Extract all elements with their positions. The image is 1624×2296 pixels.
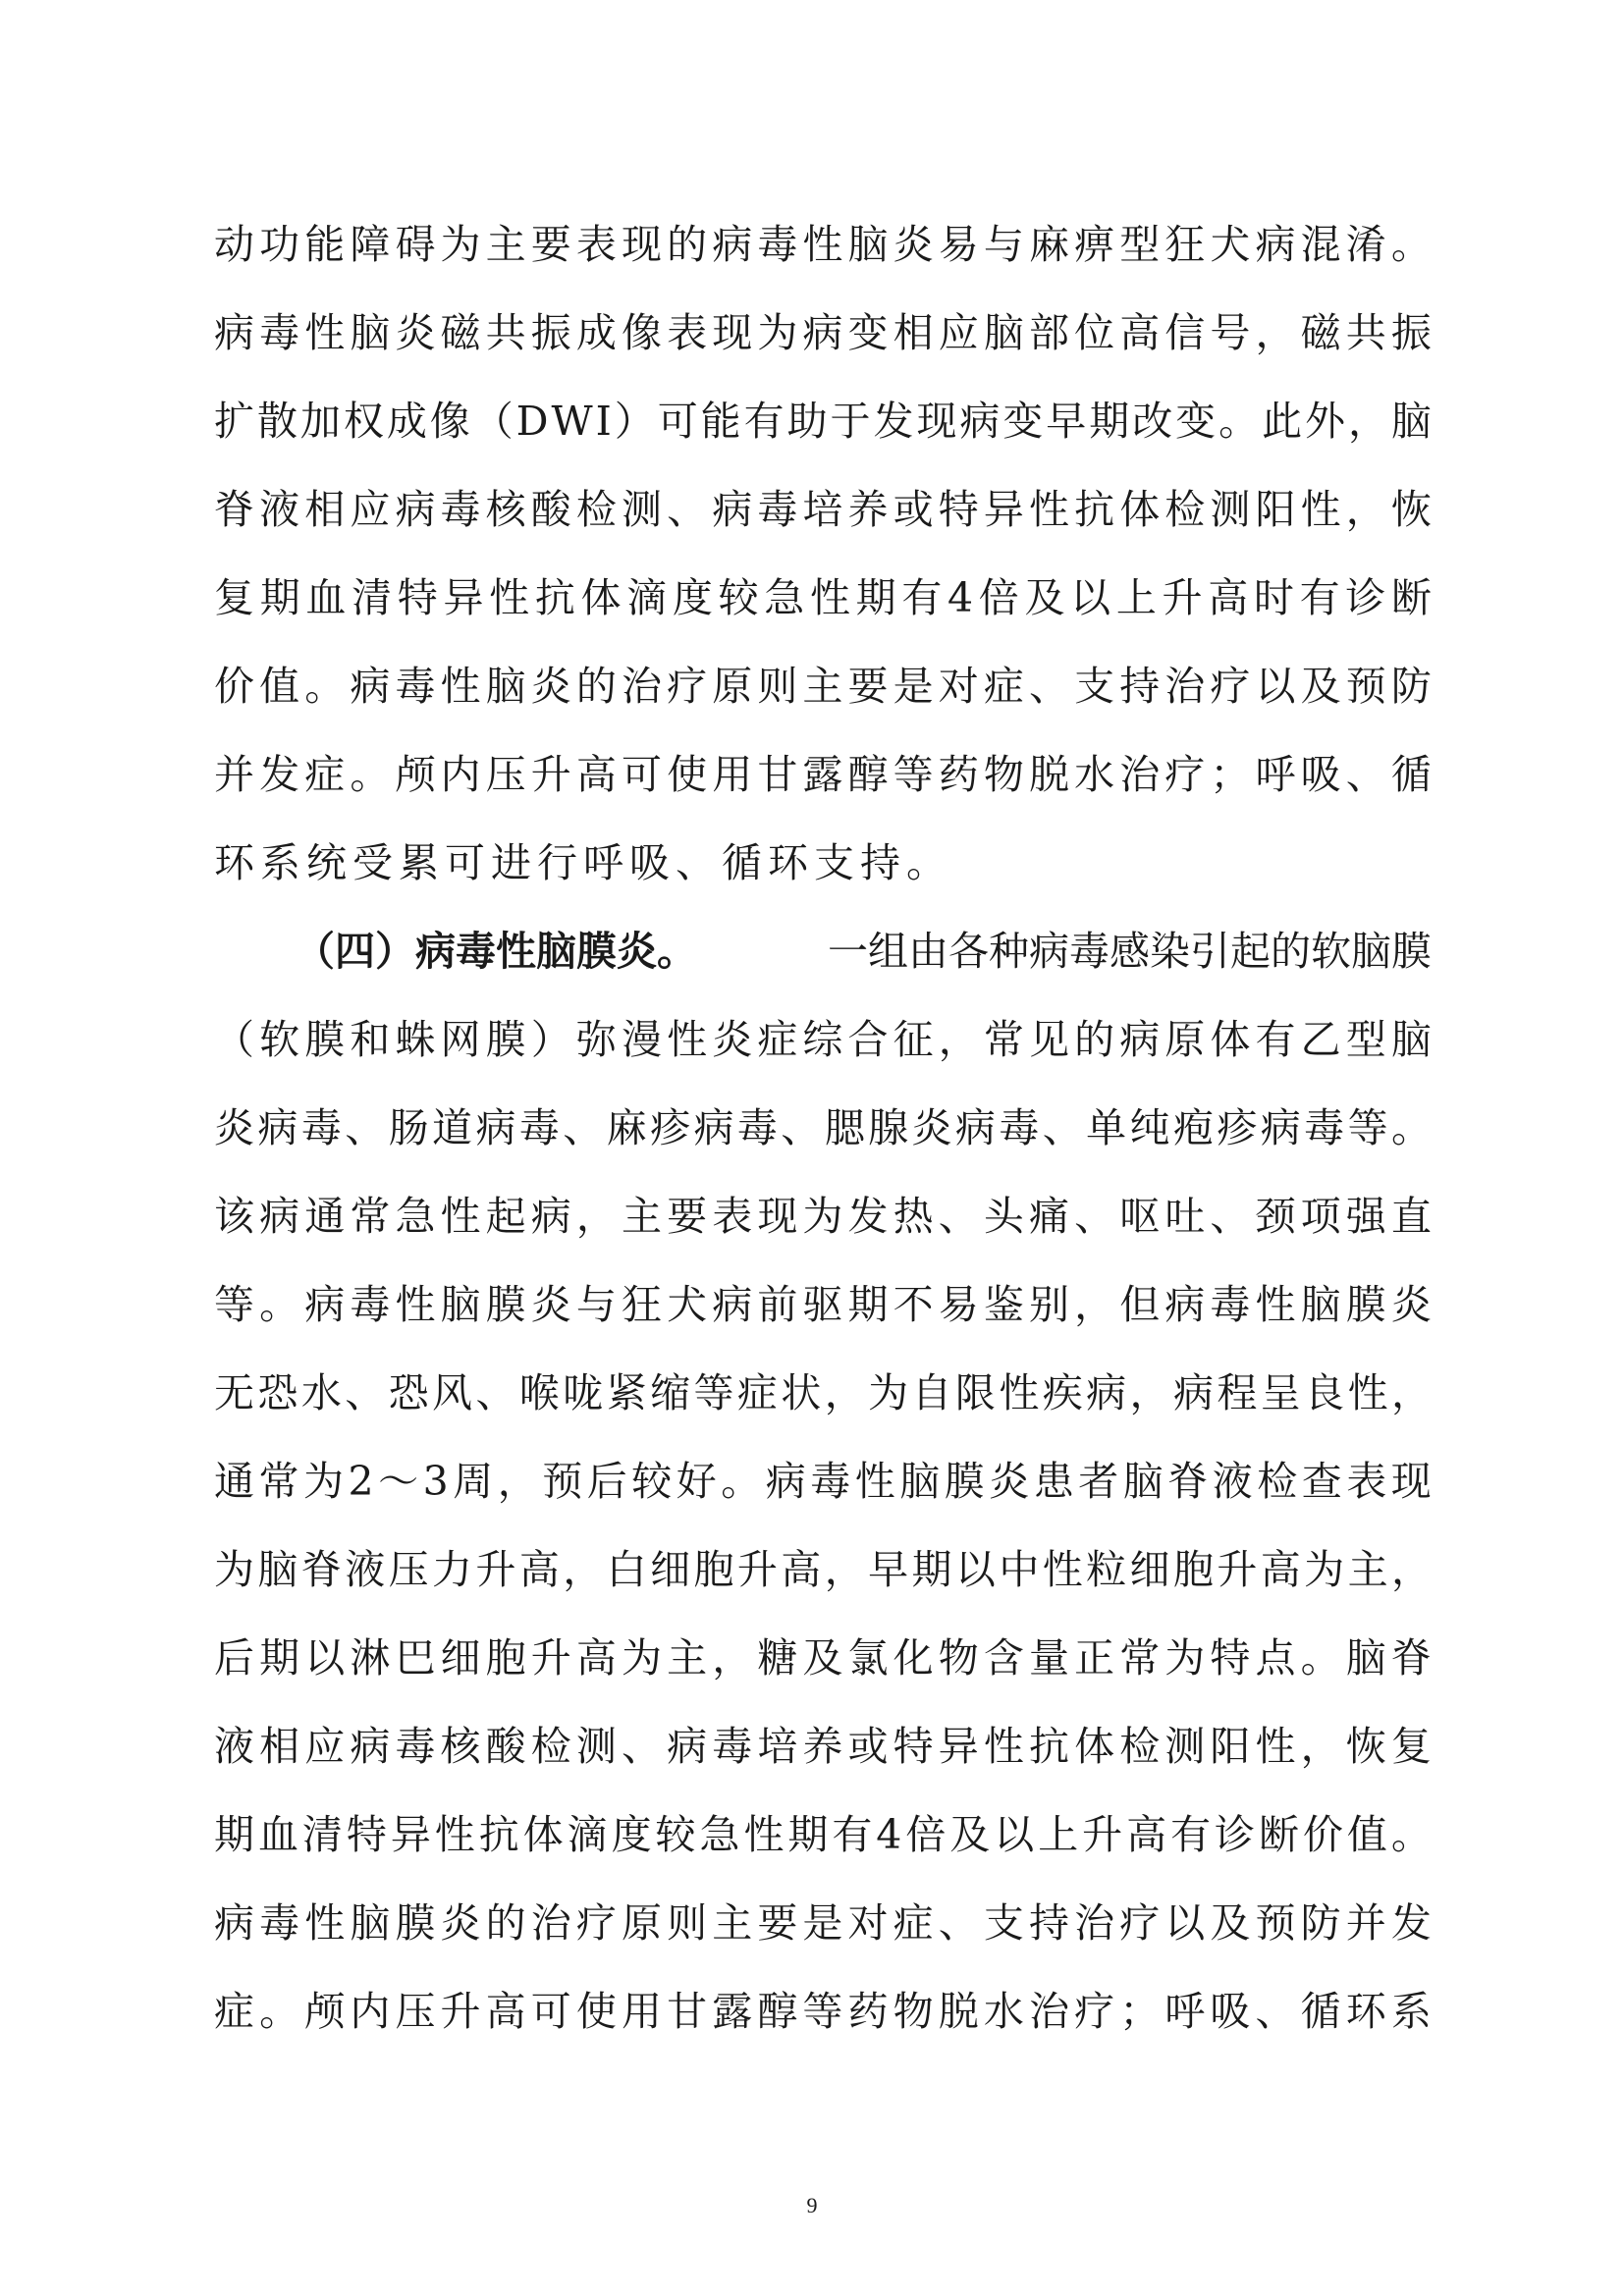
paragraph-line: 动 功 能 障 碍 为 主 要 表 现 的 病 毒 性 脑 炎 易 与 麻 痹 型 狂 犬 病 混 淆 。: [214, 221, 1432, 268]
paragraph-line: 液 相 应 病 毒 核 酸 检 测 、 病 毒 培 养 或 特 异 性 抗 体 检 测 阳 性 ， 恢 复: [214, 1723, 1432, 1770]
paragraph-line: 炎 病 毒 、 肠 道 病 毒 、 麻 疹 病 毒 、 腮 腺 炎 病 毒 、 单 纯 疱 疹 病 毒 等 。: [214, 1104, 1432, 1151]
paragraph-line: （ 软 膜 和 蛛 网 膜 ） 弥 漫 性 炎 症 综 合 征 ， 常 见 的 病 原 体 有 乙 型 脑: [214, 1016, 1432, 1063]
paragraph-line: 期 血 清 特 异 性 抗 体 滴 度 较 急 性 期 有 4 倍 及 以 上 升 高 有 诊 断 价 值 。: [214, 1811, 1432, 1858]
paragraph-line: 环系统受累可进行呼吸、循环支持。: [214, 839, 952, 886]
paragraph-first-line: [214, 907, 1432, 995]
paragraph-line: 并 发 症 。 颅 内 压 升 高 可 使 用 甘 露 醇 等 药 物 脱 水 治 疗 ； 呼 吸 、 循: [214, 751, 1432, 798]
paragraph-line: 无 恐 水 、 恐 风 、 喉 咙 紧 缩 等 症 状 ， 为 自 限 性 疾 病 ， 病 程 呈 良 性 ，: [214, 1369, 1432, 1416]
paragraph-line: 等 。 病 毒 性 脑 膜 炎 与 狂 犬 病 前 驱 期 不 易 鉴 别 ， 但 病 毒 性 脑 膜 炎: [214, 1281, 1432, 1328]
paragraph-line: 扩 散 加 权 成 像 （ D W I ） 可 能 有 助 于 发 现 病 变 早 期 改 变 。 此 外 ， 脑: [214, 398, 1432, 445]
paragraph-line: 脊 液 相 应 病 毒 核 酸 检 测 、 病 毒 培 养 或 特 异 性 抗 体 检 测 阳 性 ， 恢: [214, 486, 1432, 533]
paragraph-line: 症 。 颅 内 压 升 高 可 使 用 甘 露 醇 等 药 物 脱 水 治 疗 ； 呼 吸 、 循 环 系: [214, 1988, 1432, 2035]
body-text: [214, 200, 1432, 2056]
paragraph-line: 为 脑 脊 液 压 力 升 高 ， 白 细 胞 升 高 ， 早 期 以 中 性 粒 细 胞 升 高 为 主 ，: [214, 1546, 1432, 1593]
paragraph-line: 复 期 血 清 特 异 性 抗 体 滴 度 较 急 性 期 有 4 倍 及 以 上 升 高 时 有 诊 断: [214, 574, 1432, 621]
section-heading: （四）病毒性脑膜炎。: [295, 928, 697, 975]
heading-line-text: 一组由各种病毒感染引起的软脑膜: [828, 928, 1432, 975]
paragraph-line: 后 期 以 淋 巴 细 胞 升 高 为 主 ， 糖 及 氯 化 物 含 量 正 常 为 特 点 。 脑 脊: [214, 1634, 1432, 1682]
page-number: 9: [806, 2193, 818, 2217]
paragraph-line: 通 常 为 2 ～ 3 周 ， 预 后 较 好 。 病 毒 性 脑 膜 炎 患 者 脑 脊 液 检 查 表 现: [214, 1458, 1432, 1505]
paragraph-line: 价 值 。 病 毒 性 脑 炎 的 治 疗 原 则 主 要 是 对 症 、 支 持 治 疗 以 及 预 防: [214, 663, 1432, 710]
paragraph-line: 该 病 通 常 急 性 起 病 ， 主 要 表 现 为 发 热 、 头 痛 、 呕 吐 、 颈 项 强 直: [214, 1193, 1432, 1240]
paragraph-line: 病 毒 性 脑 炎 磁 共 振 成 像 表 现 为 病 变 相 应 脑 部 位 高 信 号 ， 磁 共 振: [214, 309, 1432, 356]
paragraph-line: 病 毒 性 脑 膜 炎 的 治 疗 原 则 主 要 是 对 症 、 支 持 治 疗 以 及 预 防 并 发: [214, 1899, 1432, 1947]
